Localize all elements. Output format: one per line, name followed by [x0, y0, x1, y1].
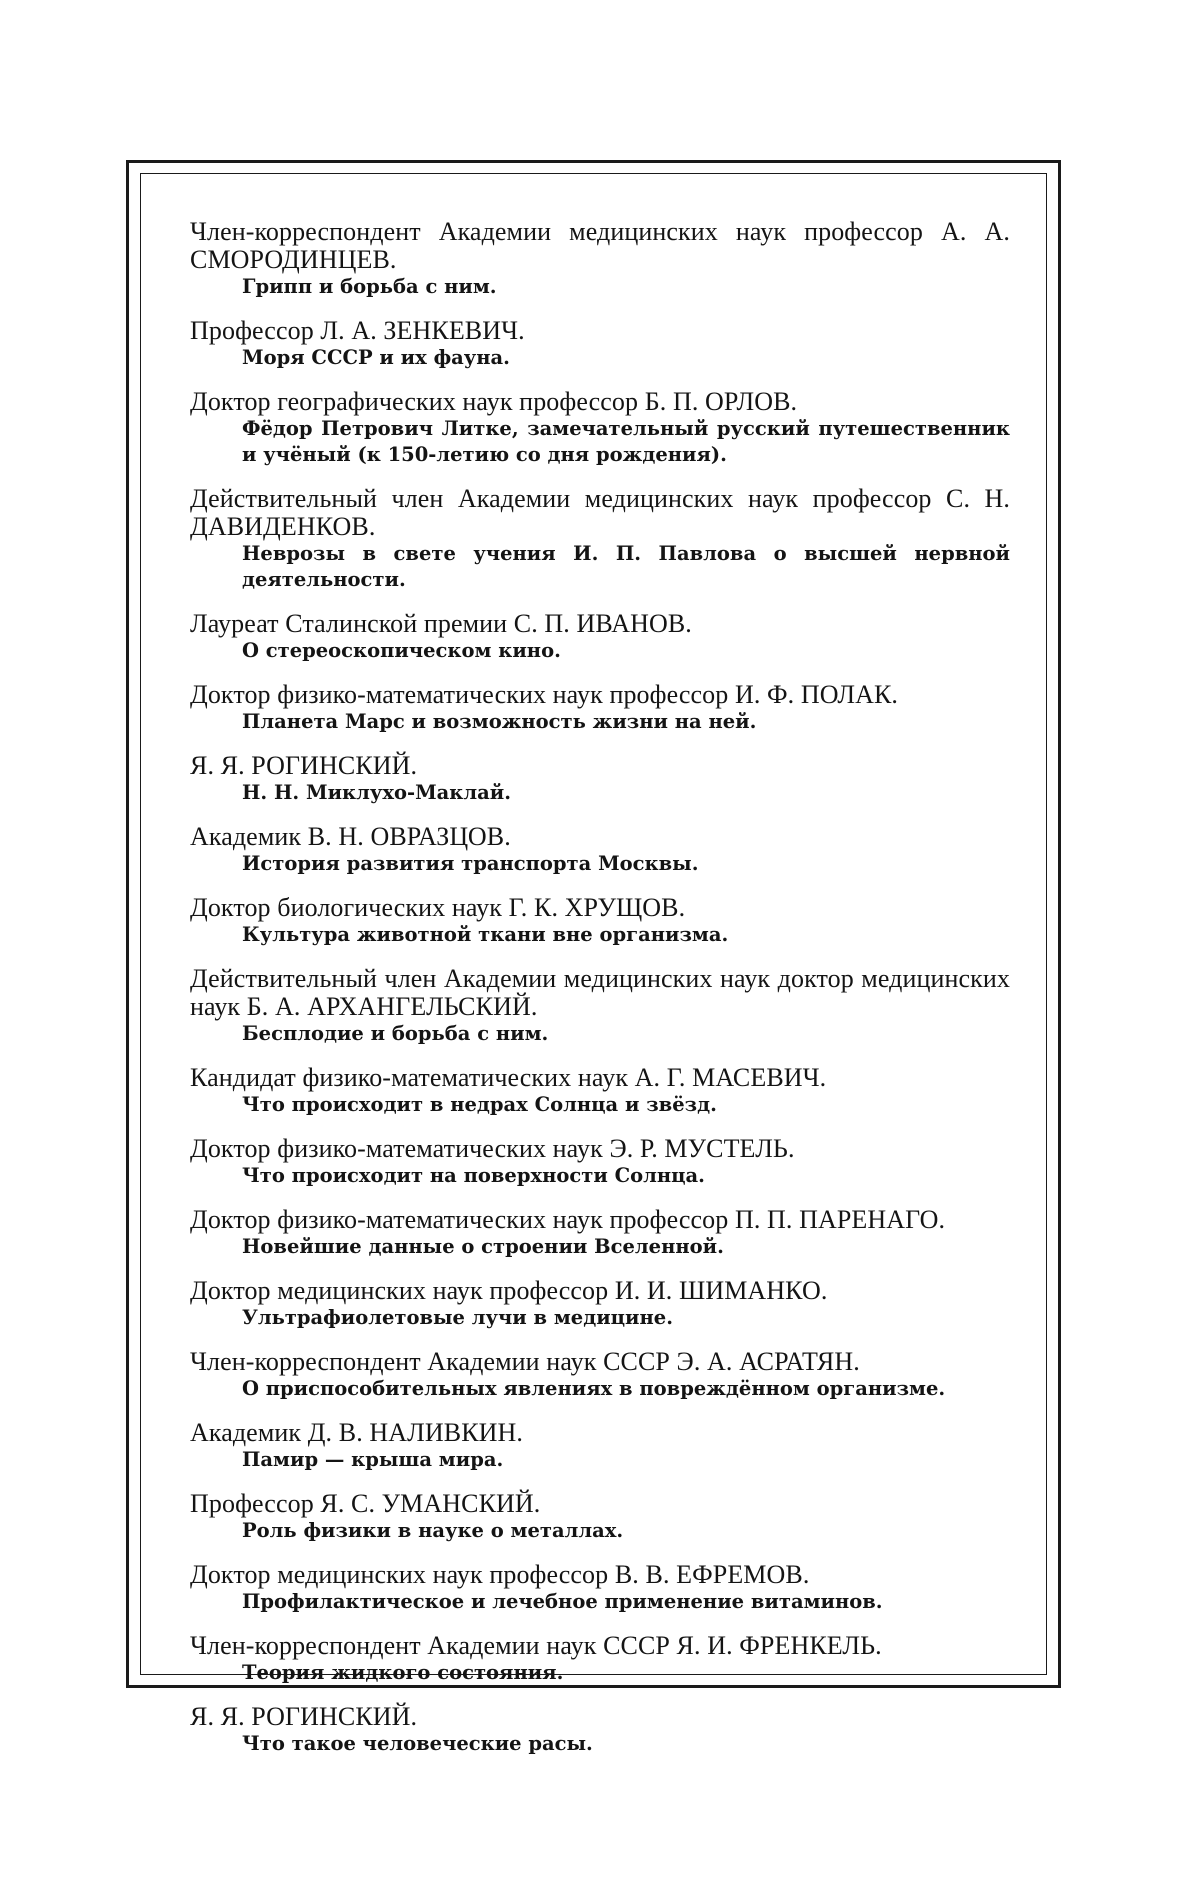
- entry-title: Памир — крыша мира.: [242, 1448, 504, 1471]
- list-item: [190, 1135, 1010, 1189]
- entry-title: Новейшие данные о строении Вселенной.: [242, 1235, 724, 1258]
- list-item: [190, 1277, 1010, 1331]
- entry-title: Профилактическое и лечебное применение витаминов.: [242, 1590, 883, 1613]
- entry-author: Академик Д. В. НАЛИВКИН.: [190, 1418, 523, 1447]
- entry-author: Лауреат Сталинской премии С. П. ИВАНОВ.: [190, 609, 692, 638]
- entry-title: Н. Н. Миклухо-Маклай.: [242, 781, 512, 804]
- list-item: [190, 1632, 1010, 1686]
- list-item: [190, 965, 1010, 1047]
- list-item: [190, 610, 1010, 664]
- entry-title: Теория жидкого состояния.: [242, 1661, 564, 1684]
- entry-author: Член-корреспондент Академии медицинских наук профессор А. А. СМОРОДИНЦЕВ.: [190, 217, 1010, 274]
- entry-title: Культура животной ткани вне организма.: [242, 923, 729, 946]
- entry-title: История развития транспорта Москвы.: [242, 852, 699, 875]
- list-item: [190, 894, 1010, 948]
- list-item: [190, 681, 1010, 735]
- entry-author: Академик В. Н. ОВРАЗЦОВ.: [190, 822, 511, 851]
- list-item: [190, 218, 1010, 300]
- entry-author: Профессор Я. С. УМАНСКИЙ.: [190, 1489, 541, 1518]
- list-item: [190, 1490, 1010, 1544]
- list-item: [190, 1561, 1010, 1615]
- entry-author: Я. Я. РОГИНСКИЙ.: [190, 751, 418, 780]
- entry-author: Член-корреспондент Академии наук СССР Я. И. ФРЕНКЕЛЬ.: [190, 1631, 882, 1660]
- list-item: [190, 752, 1010, 806]
- publication-list: [190, 218, 1010, 1774]
- entry-author: Доктор физико-математических наук Э. Р. МУСТЕЛЬ.: [190, 1134, 795, 1163]
- entry-author: Доктор медицинских наук профессор В. В. ЕФРЕМОВ.: [190, 1560, 810, 1589]
- entry-author: Доктор физико-математических наук профессор П. П. ПАРЕНАГО.: [190, 1205, 946, 1234]
- entry-author: Доктор физико-математических наук профессор И. Ф. ПОЛАК.: [190, 680, 898, 709]
- entry-author: Кандидат физико-математических наук А. Г. МАСЕВИЧ.: [190, 1063, 827, 1092]
- entry-author: Действительный член Академии медицинских наук доктор медицинских наук Б. А. АРХАНГЕЛЬСКИЙ.: [190, 964, 1010, 1021]
- list-item: [190, 1064, 1010, 1118]
- entry-author: Доктор биологических наук Г. К. ХРУЩОВ.: [190, 893, 686, 922]
- entry-title: Ультрафиолетовые лучи в медицине.: [242, 1306, 673, 1329]
- list-item: [190, 388, 1010, 468]
- entry-author: Доктор географических наук профессор Б. П. ОРЛОВ.: [190, 387, 798, 416]
- entry-title: Бесплодие и борьба с ним.: [242, 1022, 549, 1045]
- list-item: [190, 1348, 1010, 1402]
- entry-title: Фёдор Петрович Литке, замечательный русский путешественник и учёный (к 150-летию со дня рождения).: [242, 417, 1010, 466]
- list-item: [190, 1419, 1010, 1473]
- entry-title: Роль физики в науке о металлах.: [242, 1519, 624, 1542]
- entry-title: Моря СССР и их фауна.: [242, 346, 510, 369]
- entry-title: О стереоскопическом кино.: [242, 639, 561, 662]
- entry-author: Действительный член Академии медицинских наук профессор С. Н. ДАВИДЕНКОВ.: [190, 484, 1010, 541]
- entry-title: Что такое человеческие расы.: [242, 1732, 593, 1755]
- entry-title: Неврозы в свете учения И. П. Павлова о высшей нервной деятельности.: [242, 542, 1010, 591]
- entry-author: Член-корреспондент Академии наук СССР Э. А. АСРАТЯН.: [190, 1347, 860, 1376]
- entry-author: Я. Я. РОГИНСКИЙ.: [190, 1702, 418, 1731]
- list-item: [190, 1206, 1010, 1260]
- entry-title: Планета Марс и возможность жизни на ней.: [242, 710, 757, 733]
- entry-title: О приспособительных явлениях в повреждённом организме.: [242, 1377, 946, 1400]
- entry-title: Что происходит в недрах Солнца и звёзд.: [242, 1093, 717, 1116]
- entry-author: Доктор медицинских наук профессор И. И. ШИМАНКО.: [190, 1276, 828, 1305]
- list-item: [190, 317, 1010, 371]
- list-item: [190, 1703, 1010, 1757]
- list-item: [190, 485, 1010, 593]
- entry-author: Профессор Л. А. ЗЕНКЕВИЧ.: [190, 316, 525, 345]
- list-item: [190, 823, 1010, 877]
- entry-title: Что происходит на поверхности Солнца.: [242, 1164, 705, 1187]
- entry-title: Грипп и борьба с ним.: [242, 275, 497, 298]
